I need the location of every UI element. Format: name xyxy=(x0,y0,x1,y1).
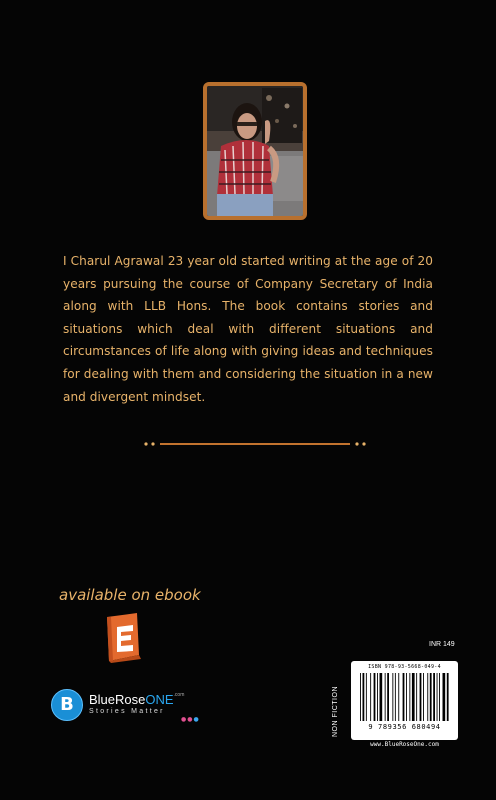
author-photo xyxy=(203,82,307,220)
author-blurb: I Charul Agrawal 23 year old started writing at the age of 20 years pursuing the course of Company Secretary of India along with LLB Hons. The book contains stories and situations which deal with different situations and circumstances of life along with giving ideas and techniques for dealing with them and considering the situation in a new and divergent mindset. xyxy=(63,254,433,404)
author-photo-image xyxy=(207,86,303,216)
isbn-digits: 9 789356 680494 xyxy=(368,723,441,731)
barcode xyxy=(351,661,458,740)
publisher-name-accent: ONE xyxy=(145,692,174,707)
barcode-bars xyxy=(360,673,450,721)
isbn-label: ISBN 978-93-5668-049-4 xyxy=(368,664,441,670)
genre-label: NON FICTION xyxy=(332,686,339,737)
price-label: INR 149 xyxy=(429,641,455,648)
ebook-icon xyxy=(103,611,143,663)
publisher-name xyxy=(89,692,184,707)
publisher-logo xyxy=(51,689,211,723)
publisher-name-main: BlueRose xyxy=(89,692,146,707)
publisher-name-sup: .com xyxy=(173,692,185,698)
social-icons: ●●● xyxy=(181,716,200,723)
ornamental-divider xyxy=(143,439,367,449)
bluerose-logo-icon: B xyxy=(51,689,83,721)
publisher-tagline: Stories Matter xyxy=(89,708,165,715)
publisher-website: www.BlueRoseOne.com xyxy=(370,741,439,748)
ebook-availability-text: available on ebook xyxy=(59,586,201,604)
